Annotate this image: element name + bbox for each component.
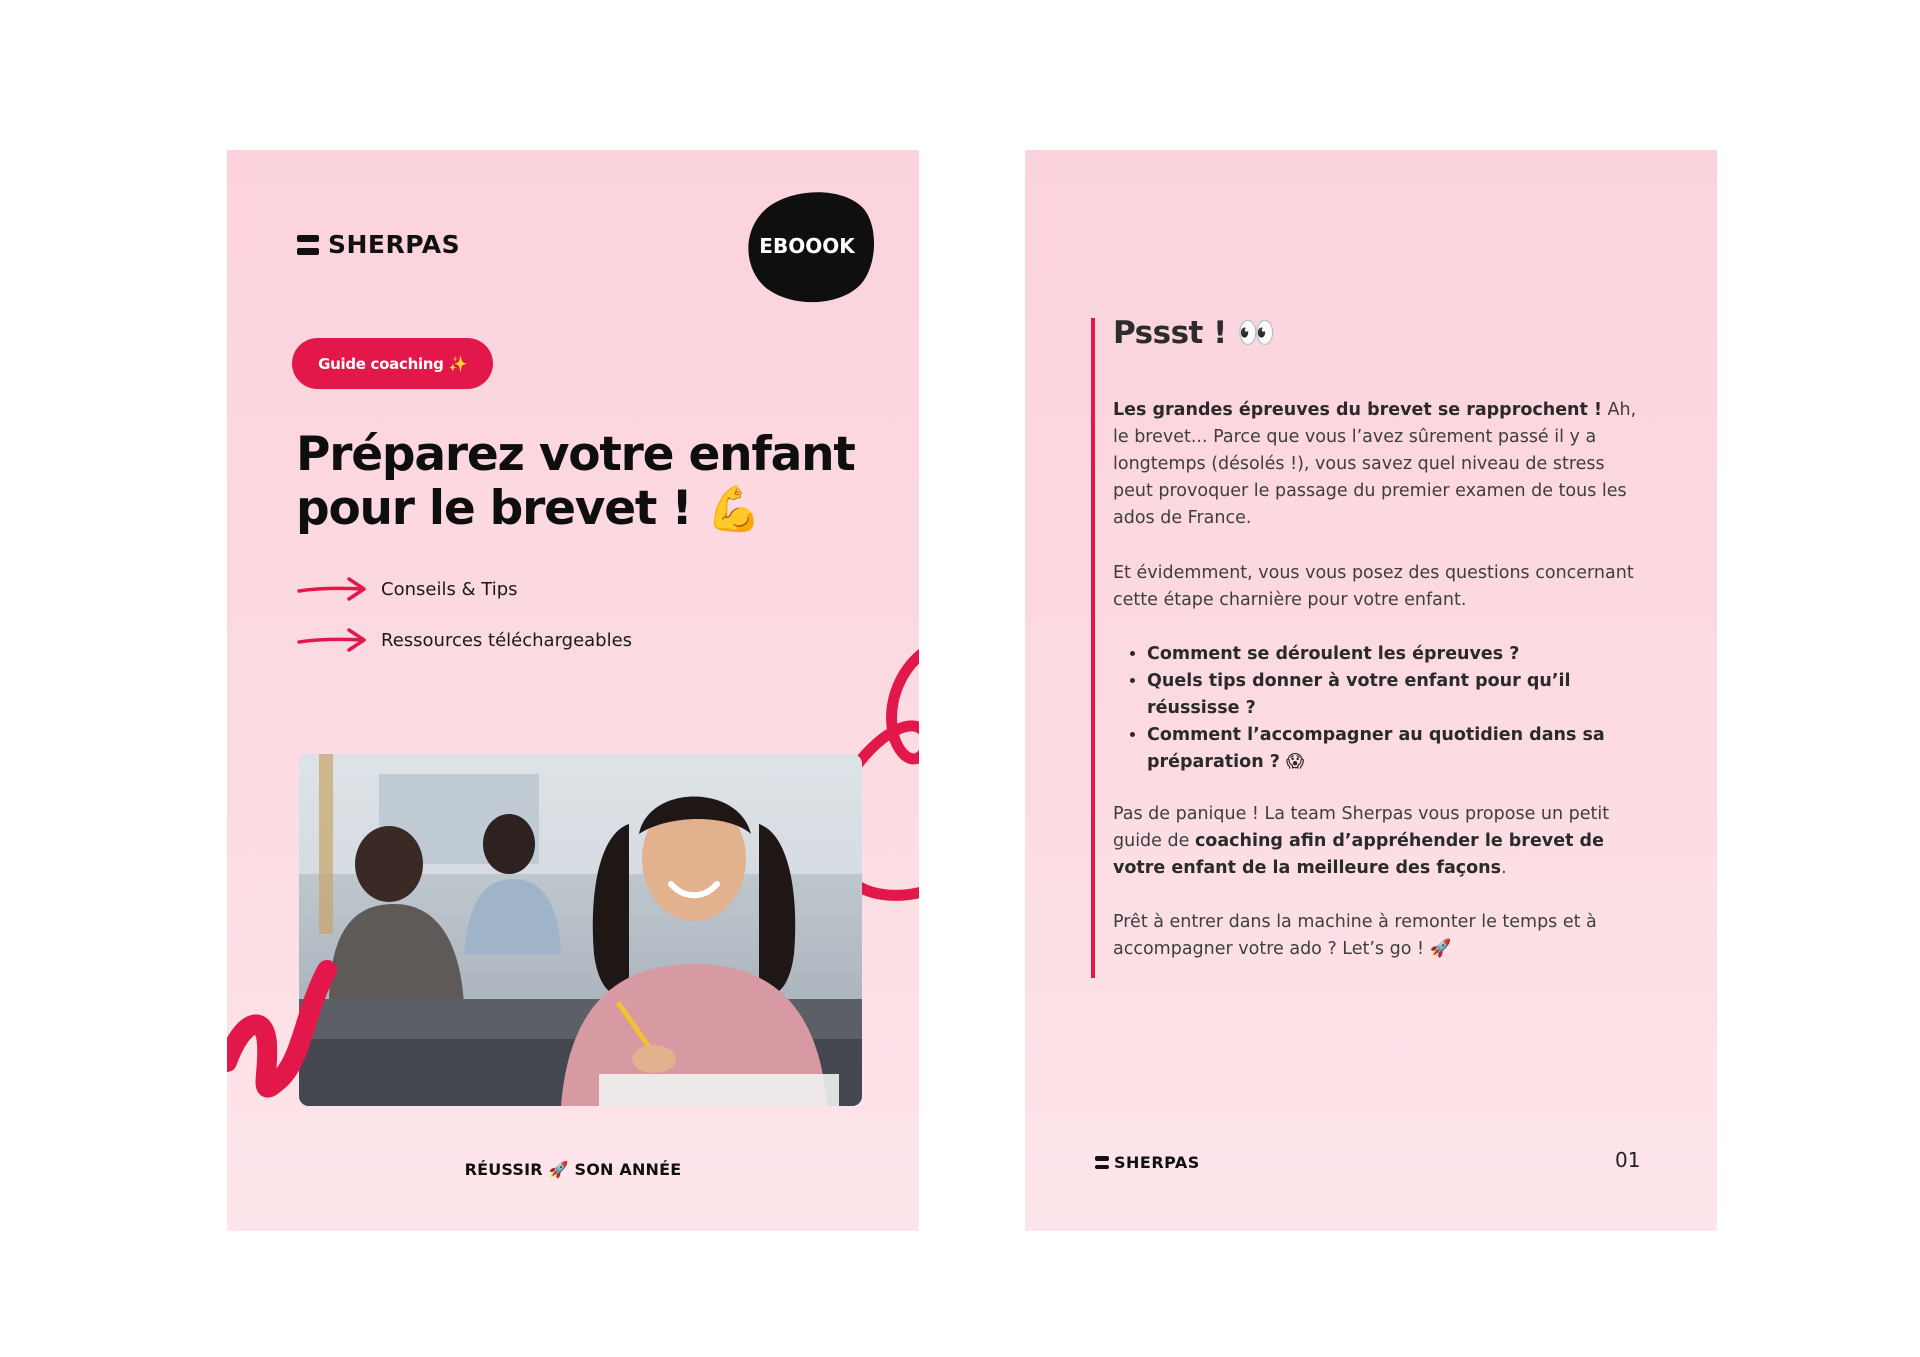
brand-name: SHERPAS (328, 230, 461, 259)
accent-quote-bar (1091, 318, 1095, 978)
cover-footer-tagline (227, 1160, 919, 1179)
flexed-biceps-icon: 💪 (706, 484, 761, 535)
cover-title (296, 428, 896, 537)
question-item: • Comment se déroulent les épreuves ? (1147, 641, 1643, 668)
intro-paragraph-body: Ah, le brevet... Parce que vous l’avez sûrement passé il y a longtemps (désolés !), vous savez quel niveau de stress peut provoquer le passage du premier examen de tous les ados de France. (1113, 400, 1637, 528)
ebook-intro-page (1025, 150, 1717, 1231)
decorative-scribble (227, 950, 347, 1150)
page-heading-text: Pssst ! (1113, 315, 1227, 351)
questions-intro-paragraph: Et évidemment, vous vous posez des questions concernant cette étape charnière pour votre enfant. (1113, 563, 1634, 610)
intro-paragraph (1113, 397, 1643, 532)
feature-bullet-label: Conseils & Tips (381, 578, 518, 600)
sherpas-logo-icon (1095, 1156, 1109, 1169)
ebook-badge-label: EBOOOK (759, 234, 855, 258)
footer-brand-name: SHERPAS (1114, 1153, 1200, 1172)
guide-coaching-tag: Guide coaching ✨ (292, 338, 493, 389)
ebook-badge (737, 186, 877, 306)
arrow-right-icon (297, 627, 367, 653)
page-heading (1113, 314, 1275, 351)
ebook-cover-page (227, 150, 919, 1231)
reassurance-start: Pas de panique ! La team Sherpas vous propose un petit guide de (1113, 804, 1610, 851)
question-item: • Quels tips donner à votre enfant pour qu’il réussisse ? (1147, 668, 1643, 722)
arrow-right-icon (297, 576, 367, 602)
reassurance-highlight: coaching afin d’appréhender le brevet de votre enfant de la meilleure des façons (1113, 831, 1604, 878)
reassurance-paragraph (1113, 801, 1643, 882)
question-item: • Comment l’accompagner au quotidien dans sa préparation ? 😱 (1147, 722, 1643, 776)
reassurance-end: . (1501, 858, 1507, 878)
page-number: 01 (1615, 1148, 1641, 1172)
student-photo (299, 754, 862, 1106)
feature-bullet (297, 627, 632, 653)
rocket-icon: 🚀 (548, 1160, 569, 1179)
cover-title-line-1: Préparez votre enfant (296, 427, 855, 482)
sherpas-logo (297, 230, 460, 259)
feature-bullet (297, 576, 518, 602)
intro-paragraph-lead: Les grandes épreuves du brevet se rapprochent ! (1113, 400, 1602, 420)
question-list (1113, 641, 1643, 776)
sherpas-logo-icon (297, 235, 319, 255)
footer-sherpas-logo (1095, 1153, 1200, 1172)
footer-word-reussir: RÉUSSIR (464, 1160, 543, 1179)
student-photo-illustration (299, 754, 862, 1106)
footer-word-annee: SON ANNÉE (574, 1160, 682, 1179)
feature-bullet-label: Ressources téléchargeables (381, 629, 633, 651)
eyes-icon: 👀 (1237, 315, 1276, 351)
closing-paragraph: Prêt à entrer dans la machine à remonter le temps et à accompagner votre ado ? Let’s go ! 🚀 (1113, 912, 1597, 959)
cover-title-line-2: pour le brevet ! (296, 481, 692, 536)
